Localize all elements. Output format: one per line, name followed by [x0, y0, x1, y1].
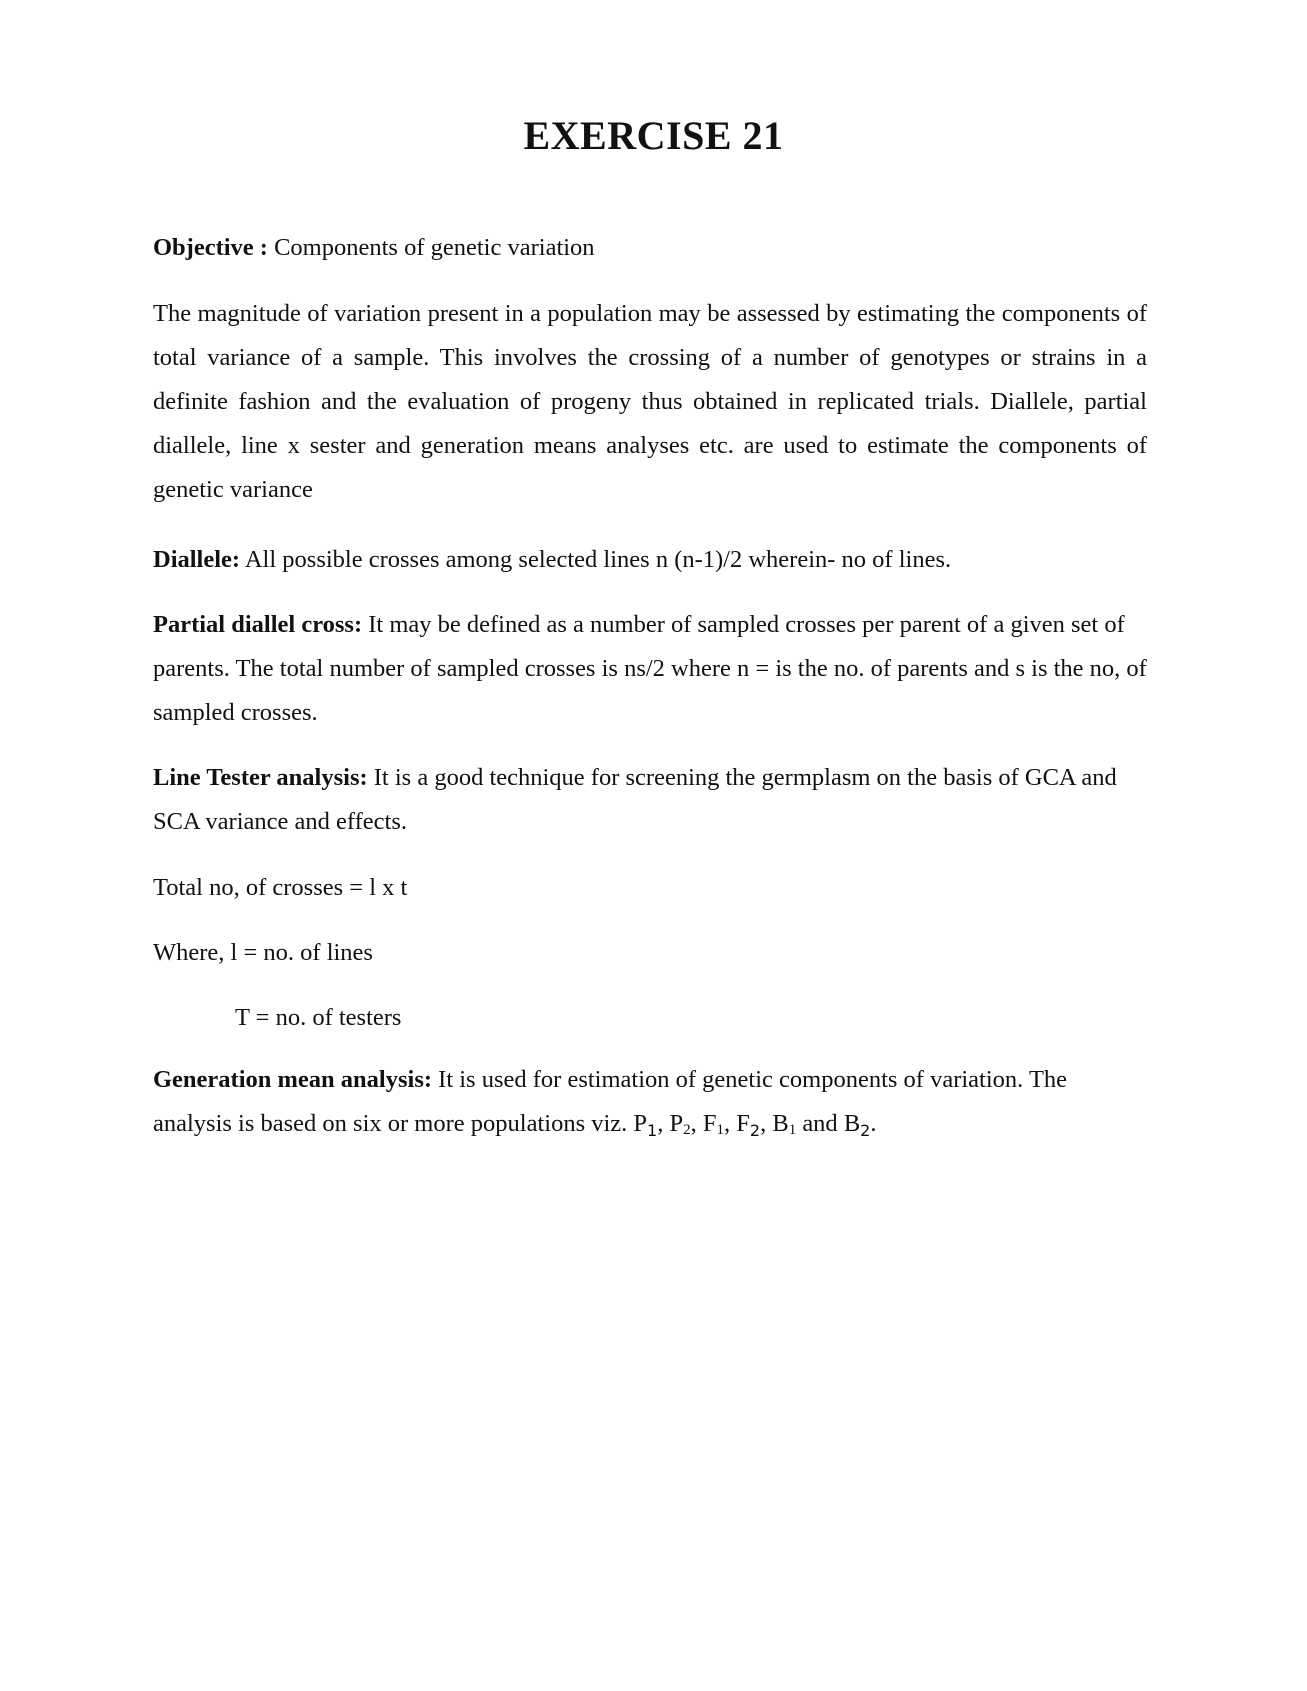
partial-diallel-text: It may be defined as a number of sampled crosses per parent of a given set of parents. The total number of sampled crosses is ns/2 where n = is the no. of parents and s is the no, of sampled crosses. — [153, 611, 1147, 726]
population-subscript: 1 — [716, 1122, 725, 1138]
where-lines-definition: Where, l = no. of lines — [153, 939, 373, 966]
population-symbol: F — [736, 1110, 750, 1137]
population-separator: , — [724, 1110, 737, 1137]
generation-mean-text: It is used for estimation of genetic components of variation. The analysis is based on six or more populations viz. — [153, 1066, 1068, 1137]
testers-definition: T = no. of testers — [235, 1004, 402, 1031]
population-symbol: B — [843, 1110, 861, 1137]
population-p1 — [633, 1110, 658, 1140]
population-subscript: 1 — [788, 1122, 797, 1138]
objective-paragraph — [153, 226, 1147, 270]
population-separator: , — [657, 1110, 670, 1137]
page-title: EXERCISE 21 — [523, 113, 784, 158]
partial-diallel-label: Partial diallel cross: — [153, 611, 363, 638]
line-tester-text: It is a good technique for screening the germplasm on the basis of GCA and SCA variance and effects. — [153, 764, 1117, 835]
population-separator: and — [796, 1110, 844, 1137]
line-tester-label: Line Tester analysis: — [153, 764, 368, 791]
population-f1 — [703, 1110, 724, 1137]
population-separator: . — [870, 1110, 877, 1137]
population-f2 — [736, 1110, 761, 1140]
generation-mean-paragraph — [153, 1058, 1147, 1146]
population-b1 — [772, 1110, 796, 1137]
population-symbol: P — [669, 1110, 684, 1137]
population-symbol: B — [772, 1110, 789, 1137]
objective-label: Objective : — [153, 234, 268, 261]
diallele-text: All possible crosses among selected lines n (n-1)/2 wherein- no of lines. — [240, 546, 952, 573]
partial-diallel-paragraph — [153, 603, 1147, 735]
total-crosses-formula: Total no, of crosses = l x t — [153, 874, 408, 901]
population-symbol: P — [633, 1110, 648, 1137]
population-separator: , — [690, 1110, 703, 1137]
population-separator: , — [760, 1110, 773, 1137]
diallele-label: Diallele: — [153, 546, 241, 573]
diallele-paragraph — [153, 538, 1147, 582]
population-subscript: 2 — [749, 1121, 761, 1140]
population-subscript: 2 — [683, 1122, 691, 1138]
population-subscript: 2 — [860, 1121, 871, 1140]
population-b2 — [843, 1110, 871, 1140]
generation-mean-label: Generation mean analysis: — [153, 1066, 433, 1093]
population-subscript: 1 — [647, 1121, 658, 1140]
objective-text: Components of genetic variation — [267, 234, 595, 261]
population-list — [633, 1110, 877, 1140]
population-symbol: F — [702, 1110, 717, 1137]
line-tester-paragraph — [153, 756, 1147, 844]
intro-paragraph: The magnitude of variation present in a population may be assessed by estimating the components of total variance of a sample. This involves the crossing of a number of genotypes or strains in a definite fashion and the evaluation of progeny thus obtained in replicated trials. Diallele, partial diallele, line x sester and generation means analyses etc. are used to estimate the components of genetic variance — [153, 300, 1147, 503]
population-p2 — [669, 1110, 690, 1137]
